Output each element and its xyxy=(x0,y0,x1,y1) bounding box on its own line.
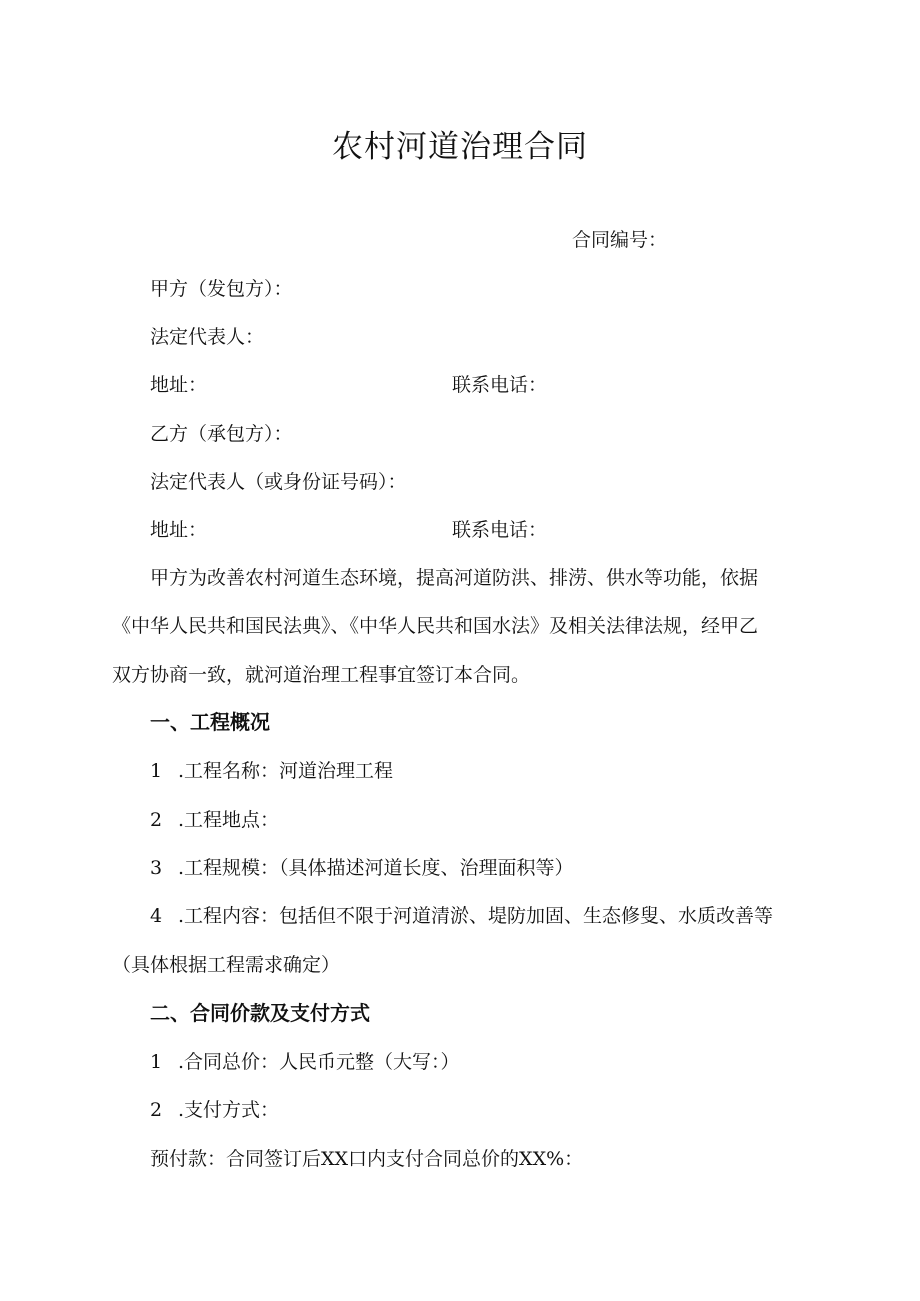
section-1-item-4-continuation: （具体根据工程需求确定） xyxy=(112,954,341,976)
party-b-label: 乙方（承包方）： xyxy=(150,423,293,445)
contract-number-label: 合同编号： xyxy=(572,229,668,251)
item-text: .合同总价：人民币元整（大写：） xyxy=(178,1051,460,1073)
document-title: 农村河道治理合同 xyxy=(332,129,588,165)
section-2-heading: 二、合同价款及支付方式 xyxy=(150,1001,370,1025)
item-number: 1 xyxy=(150,760,163,782)
party-a-label: 甲方（发包方）： xyxy=(150,278,293,300)
section-1-heading: 一、工程概况 xyxy=(150,710,270,734)
item-text: .工程内容：包括但不限于河道清淤、堤防加固、生态修叟、水质改善等 xyxy=(178,905,774,927)
item-number: 4 xyxy=(150,905,163,927)
party-a-legal-rep: 法定代表人： xyxy=(150,326,265,348)
party-b-address: 地址： xyxy=(150,519,208,541)
preamble-line-3: 双方协商一致，就河道治理工程事宜签订本合同。 xyxy=(112,664,531,686)
item-number: 3 xyxy=(150,857,163,879)
item-text: .工程名称：河道治理工程 xyxy=(178,760,394,782)
prepayment-line: 预付款：合同签订后XX口内支付合同总价的XX%： xyxy=(150,1148,584,1170)
section-2-item-1 xyxy=(150,1048,460,1076)
party-a-phone: 联系电话： xyxy=(452,374,548,396)
preamble-line-1: 甲方为改善农村河道生态环境，提高河道防洪、排涝、供水等功能，依据 xyxy=(150,567,759,589)
item-number: 2 xyxy=(150,809,163,831)
section-1-item-2 xyxy=(150,806,279,834)
section-1-item-3 xyxy=(150,854,574,882)
preamble-line-2: 《中华人民共和国民法典》、《中华人民共和国水法》及相关法律法规，经甲乙 xyxy=(112,615,759,637)
party-b-phone: 联系电话： xyxy=(452,519,548,541)
item-number: 2 xyxy=(150,1099,163,1121)
item-number: 1 xyxy=(150,1051,163,1073)
party-b-legal-rep: 法定代表人（或身份证号码）： xyxy=(150,471,407,493)
item-text: .工程地点： xyxy=(178,809,280,831)
party-a-address: 地址： xyxy=(150,374,208,396)
item-text: .支付方式： xyxy=(178,1099,280,1121)
section-1-item-4 xyxy=(150,902,773,930)
section-2-item-2 xyxy=(150,1096,279,1124)
item-text: .工程规模：（具体描述河道长度、治理面积等） xyxy=(178,857,574,879)
section-1-item-1 xyxy=(150,757,393,785)
